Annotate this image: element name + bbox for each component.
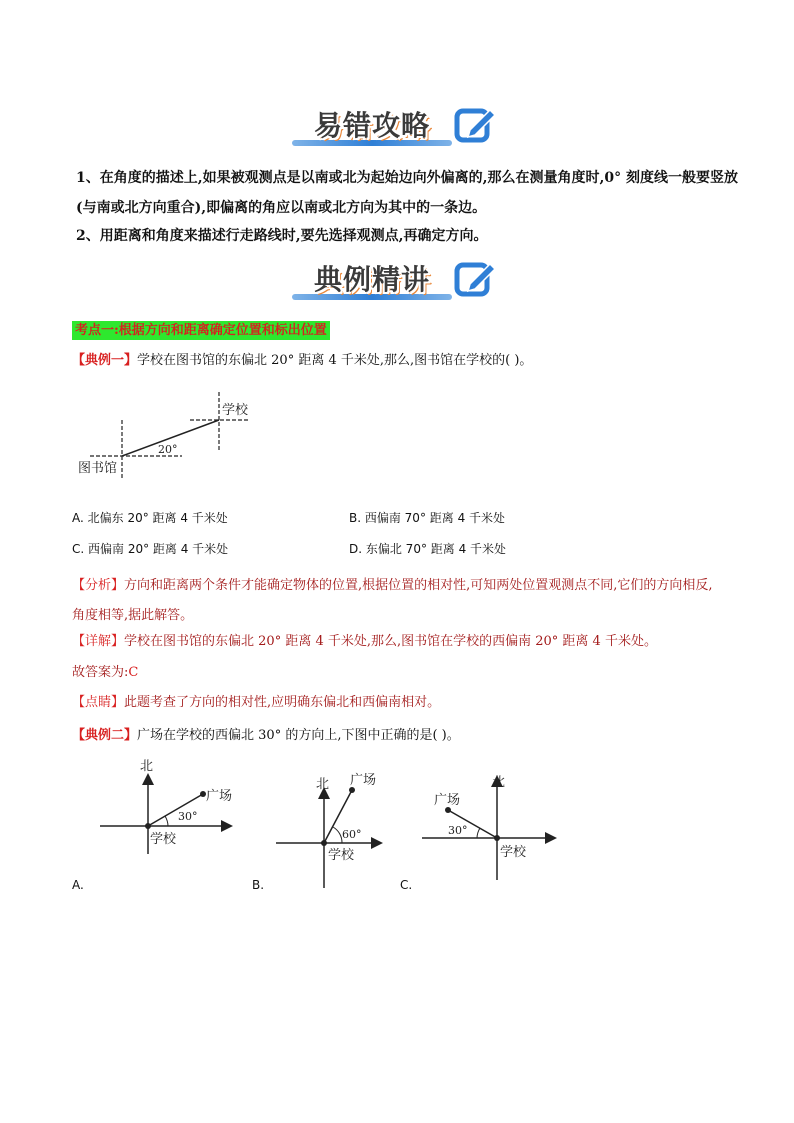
angle-arc [333, 827, 342, 843]
answer [72, 664, 138, 682]
example2-text: 广场在学校的西偏北 30° 的方向上,下图中正确的是( )。 [137, 728, 460, 743]
option-a: A. 北偏东 20° 距离 4 千米处 [72, 511, 228, 525]
school-label: 学校 [150, 832, 177, 847]
angle-label: 30° [448, 824, 468, 837]
example2-figure-a [96, 756, 246, 856]
option-label-c: C. [400, 878, 413, 892]
analysis-label: 【分析】 [72, 578, 125, 593]
option-label-b: B. [252, 878, 265, 892]
option-label-a: A. [72, 878, 84, 892]
north-label: 北 [140, 759, 154, 774]
detail-text: 学校在图书馆的东偏北 20° 距离 4 千米处,那么,图书馆在学校的西偏南 20° 距离 4 千米处。 [124, 634, 657, 649]
example2-figure-b [272, 770, 402, 890]
topic-heading: 考点一:根据方向和距离确定位置和标出位置 [72, 321, 330, 340]
square-label: 广场 [350, 773, 377, 788]
option-d: D. 东偏北 70° 距离 4 千米处 [349, 542, 507, 556]
example2-label: 【典例二】 [72, 728, 138, 743]
example2-figure-c [420, 770, 570, 890]
detail-label: 【详解】 [72, 634, 125, 649]
square-label: 广场 [434, 793, 461, 808]
school-point [494, 835, 500, 841]
school-label: 学校 [222, 403, 249, 418]
school-point [145, 823, 151, 829]
angle-label: 20° [158, 443, 178, 456]
school-label: 学校 [500, 845, 527, 860]
angle-arc [165, 816, 168, 826]
analysis [72, 571, 722, 631]
tip-1: 1、在角度的描述上,如果被观测点是以南或北为起始边向外偏离的,那么在测量角度时,0° 刻度线一般要竖放(与南或北方向重合),即偏离的角应以南或北方向为其中的一条边。 [76, 170, 738, 216]
school-label: 学校 [328, 848, 355, 863]
example1-label: 【典例一】 [72, 353, 138, 368]
detail [72, 633, 752, 651]
angle-label: 30° [178, 810, 198, 823]
comment-label: 【点睛】 [72, 695, 125, 710]
section-title: 典例精讲 [314, 263, 431, 296]
option-c: C. 西偏南 20° 距离 4 千米处 [72, 542, 229, 556]
example1-text: 学校在图书馆的东偏北 20° 距离 4 千米处,那么,图书馆在学校的( )。 [137, 353, 533, 368]
tip-2: 2、用距离和角度来描述行走路线时,要先选择观测点,再确定方向。 [76, 228, 488, 244]
library-label: 图书馆 [78, 461, 118, 476]
section-title: 易错攻略 [314, 109, 431, 142]
edit-icon [454, 106, 498, 144]
north-label: 北 [492, 775, 506, 790]
angle-arc [477, 828, 480, 838]
north-label: 北 [316, 777, 330, 792]
example2-question [72, 727, 752, 745]
example1-question [72, 352, 752, 370]
comment-text: 此题考查了方向的相对性,应明确东偏北和西偏南相对。 [124, 695, 441, 710]
square-label: 广场 [206, 789, 233, 804]
example1-figure [72, 390, 272, 480]
option-b: B. 西偏南 70° 距离 4 千米处 [349, 511, 506, 525]
section-banner-examples [292, 258, 502, 304]
analysis-text: 方向和距离两个条件才能确定物体的位置,根据位置的相对性,可知两处位置观测点不同,它们的方向相反,角度相等,据此解答。 [72, 578, 713, 623]
answer-value: C [128, 665, 139, 680]
answer-prefix: 故答案为: [72, 665, 129, 680]
angle-label: 60° [342, 828, 362, 841]
comment [72, 694, 440, 712]
edit-icon [454, 260, 498, 298]
section-banner-mistakes [292, 104, 502, 150]
school-point [321, 840, 327, 846]
